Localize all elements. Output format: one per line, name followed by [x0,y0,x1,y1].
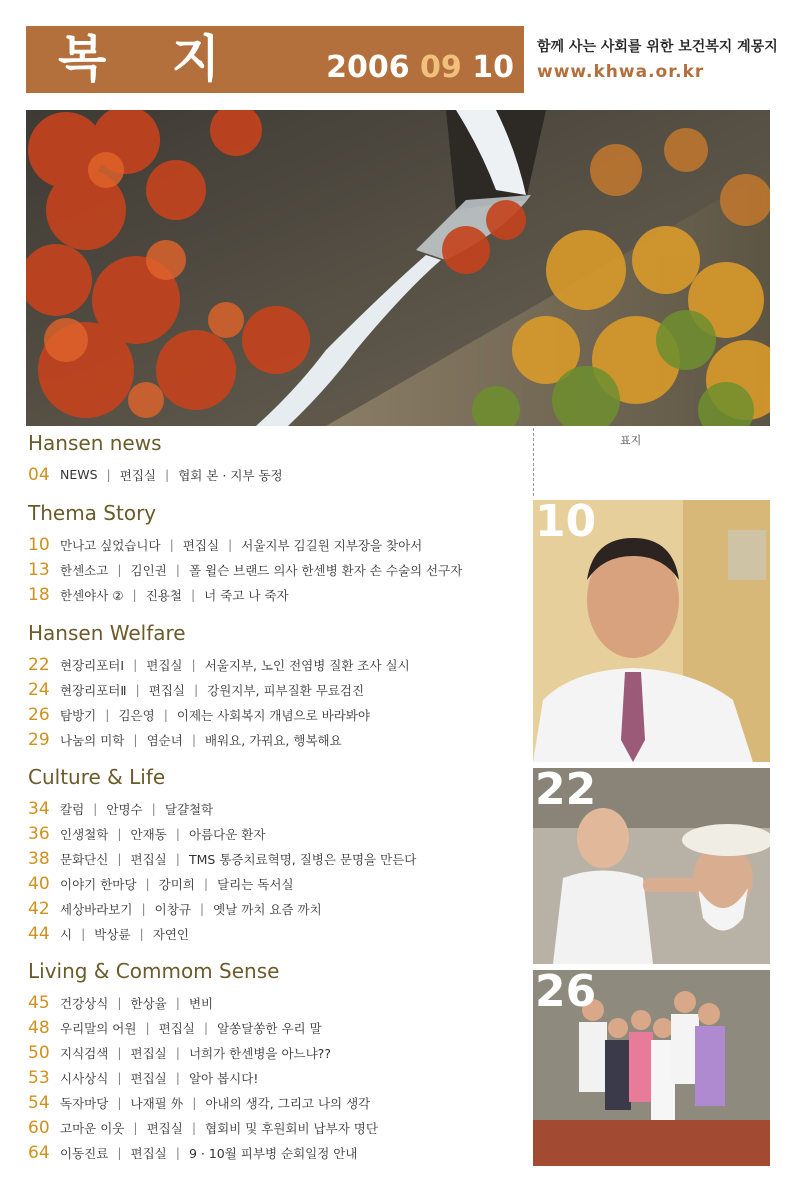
page-number: 53 [28,1067,50,1088]
separator: | [106,467,111,482]
toc-entry[interactable] [28,557,462,582]
entry-author: 편집실 [146,657,183,673]
toc-entry[interactable] [28,652,410,677]
separator: | [117,1045,122,1060]
section-title: Living & Commom Sense [28,959,280,983]
page-number: 22 [28,654,50,675]
page-number: 29 [28,729,50,750]
page-number: 24 [28,679,50,700]
entry-title: 달리는 독서실 [217,876,294,892]
page-number: 04 [28,464,50,485]
section-hansen-welfare [28,620,410,752]
entry-author: 편집실 [130,851,167,867]
photo-page-number: 26 [535,970,597,1017]
page-number: 54 [28,1092,50,1113]
section-culture-life [28,764,416,946]
toc-entry[interactable] [28,1140,378,1165]
separator: | [175,1145,180,1160]
separator: | [117,1095,122,1110]
separator: | [93,801,98,816]
entry-category: 건강상식 [60,995,109,1011]
entry-title: 서울지부, 노인 전염병 질환 조사 실시 [204,657,410,673]
entry-title: 알쏭달쏭한 우리 말 [217,1020,322,1036]
separator: | [175,851,180,866]
section-title: Hansen Welfare [28,621,186,645]
toc-entry[interactable] [28,1040,378,1065]
page-number: 60 [28,1117,50,1138]
separator: | [117,826,122,841]
separator: | [175,562,180,577]
entry-author: 안명수 [106,801,143,817]
entry-title: 폴 윌슨 브랜드 의사 한센병 환자 손 수술의 선구자 [188,562,463,578]
website-url: www.khwa.or.kr [537,62,705,82]
toc-entry[interactable] [28,1065,378,1090]
section-title: Hansen news [28,431,162,455]
entry-category: 시 [60,926,73,942]
page-number: 64 [28,1142,50,1163]
entry-category: 나눔의 미학 [60,732,125,748]
entry-author: 김인권 [130,562,167,578]
entry-category: 이야기 한마당 [60,876,137,892]
photo-examination [533,768,770,964]
separator: | [191,1120,197,1135]
masthead [26,26,524,93]
separator: | [203,876,209,891]
page-number: 38 [28,848,50,869]
page-number: 18 [28,584,50,605]
page-number: 50 [28,1042,50,1063]
entry-author: 안재동 [130,826,167,842]
separator: | [117,562,122,577]
page-number: 26 [28,704,50,725]
entry-category: 한센야사 ② [60,587,124,603]
entry-author: 편집실 [130,1045,167,1061]
entry-category: 독자마당 [60,1095,109,1111]
entry-title: 달걀철학 [164,801,214,817]
separator: | [133,1120,138,1135]
entry-title: 배워요, 가꿔요, 행복해요 [205,732,342,748]
entry-category: 현장리포터Ⅱ [60,682,127,698]
toc-entry[interactable] [28,821,416,846]
tagline: 함께 사는 사회를 위한 보건복지 계몽지 [537,39,778,55]
entry-category: 시사상식 [60,1070,109,1086]
separator: | [117,995,122,1010]
separator: | [105,707,110,722]
separator: | [191,732,197,747]
separator: | [117,851,122,866]
separator: | [133,732,138,747]
page-number: 48 [28,1017,50,1038]
entry-author: 편집실 [146,1120,183,1136]
entry-category: 한센소고 [60,562,109,578]
entry-author: 김은영 [118,707,155,723]
page-number: 36 [28,823,50,844]
toc-entry[interactable] [28,702,410,727]
separator: | [199,901,205,916]
entry-author: 편집실 [130,1070,167,1086]
toc-entry[interactable] [28,1115,378,1140]
separator: | [132,587,137,602]
divider-line [533,428,534,496]
issue-year: 2006 [326,50,410,85]
entry-category: 탐방기 [60,707,97,723]
separator: | [135,682,140,697]
separator: | [133,657,138,672]
entry-title: 변비 [188,995,214,1011]
toc-entry[interactable] [28,677,410,702]
issue-date [326,48,514,88]
separator: | [117,1070,122,1085]
entry-title: TMS 통증치료혁명, 질병은 문명을 만든다 [188,851,417,867]
entry-category: 만나고 싶었습니다 [60,537,161,553]
separator: | [175,995,180,1010]
section-title: Culture & Life [28,765,166,789]
entry-title: 9 · 10월 피부병 순회일정 안내 [188,1145,358,1161]
magazine-title: 복 지 [58,30,245,88]
cover-caption: 표지 [620,434,642,447]
toc-entry[interactable] [28,727,410,752]
photo-group [533,970,770,1166]
page-number: 44 [28,923,50,944]
page-number: 42 [28,898,50,919]
entry-title: 협회비 및 후원회비 납부자 명단 [205,1120,378,1136]
entry-author: 편집실 [148,682,185,698]
entry-author: 박상륜 [94,926,131,942]
entry-author: 한상율 [130,995,167,1011]
entry-author: 편집실 [158,1020,195,1036]
toc-entry[interactable] [28,896,416,921]
separator: | [228,537,233,552]
separator: | [139,926,144,941]
separator: | [175,1045,180,1060]
toc-entry[interactable] [28,1015,378,1040]
entry-title: 이제는 사회복지 개념으로 바라봐야 [176,707,370,723]
separator: | [145,876,150,891]
separator: | [81,926,86,941]
section-title: Thema Story [28,501,157,525]
section-living-sense [28,958,378,1165]
entry-title: 너 죽고 나 죽자 [204,587,289,603]
toc-entry[interactable] [28,990,378,1015]
entry-category: 이동진료 [60,1145,109,1161]
photo-page-number: 22 [535,768,597,815]
entry-title: 아내의 생각, 그리고 나의 생각 [205,1095,371,1111]
entry-title: 아름다운 환자 [188,826,266,842]
entry-author: 나재필 外 [130,1095,184,1111]
separator: | [151,801,156,816]
entry-author: 염순녀 [146,732,183,748]
toc-entry[interactable] [28,582,462,607]
separator: | [175,826,180,841]
section-thema-story [28,500,462,607]
separator: | [191,657,196,672]
page-number: 45 [28,992,50,1013]
photo-interview [533,500,770,762]
section-hansen-news [28,430,283,487]
separator: | [192,1095,197,1110]
separator: | [175,1070,180,1085]
page-number: 34 [28,798,50,819]
entry-title: 강원지부, 피부질환 무료검진 [207,682,365,698]
separator: | [117,1145,122,1160]
separator: | [141,901,146,916]
entry-title: 너희가 한센병을 아느냐?? [188,1045,331,1061]
entry-category: 세상바라보기 [60,901,133,917]
entry-author: 편집실 [119,467,156,483]
entry-title: 자연인 [152,926,189,942]
entry-category: 고마운 이웃 [60,1120,125,1136]
entry-category: 인생철학 [60,826,109,842]
separator: | [193,682,199,697]
entry-category: 문화단신 [60,851,109,867]
toc-entry[interactable] [28,921,416,946]
entry-title: 서울지부 김길원 지부장을 찾아서 [241,537,423,553]
entry-title: 옛날 까치 요즘 까치 [213,901,322,917]
entry-category: 지식검색 [60,1045,109,1061]
separator: | [163,707,168,722]
toc-entry[interactable] [28,871,416,896]
cover-photo [26,110,770,426]
page-number: 40 [28,873,50,894]
separator: | [169,537,174,552]
entry-author: 이창규 [154,901,191,917]
toc-entry[interactable] [28,846,416,871]
entry-category: 현장리포터Ⅰ [60,657,125,673]
entry-category: NEWS [60,467,98,482]
separator: | [145,1020,150,1035]
entry-author: 편집실 [182,537,220,553]
toc-entry[interactable] [28,1090,378,1115]
issue-number: 10 [472,50,514,85]
toc-entry[interactable] [28,796,416,821]
entry-author: 진용철 [145,587,182,603]
entry-title: 협회 본 · 지부 동정 [178,467,283,483]
entry-author: 편집실 [130,1145,167,1161]
page-number: 10 [28,534,50,555]
separator: | [190,587,196,602]
separator: | [165,467,170,482]
entry-category: 우리말의 어원 [60,1020,137,1036]
issue-month: 09 [420,50,462,85]
photo-page-number: 10 [535,500,597,547]
toc-entry[interactable] [28,462,283,487]
entry-author: 강미희 [158,876,195,892]
entry-title: 알아 봅시다! [188,1070,259,1086]
entry-category: 칼럼 [60,801,85,817]
separator: | [203,1020,209,1035]
page-number: 13 [28,559,50,580]
toc-entry[interactable] [28,532,462,557]
